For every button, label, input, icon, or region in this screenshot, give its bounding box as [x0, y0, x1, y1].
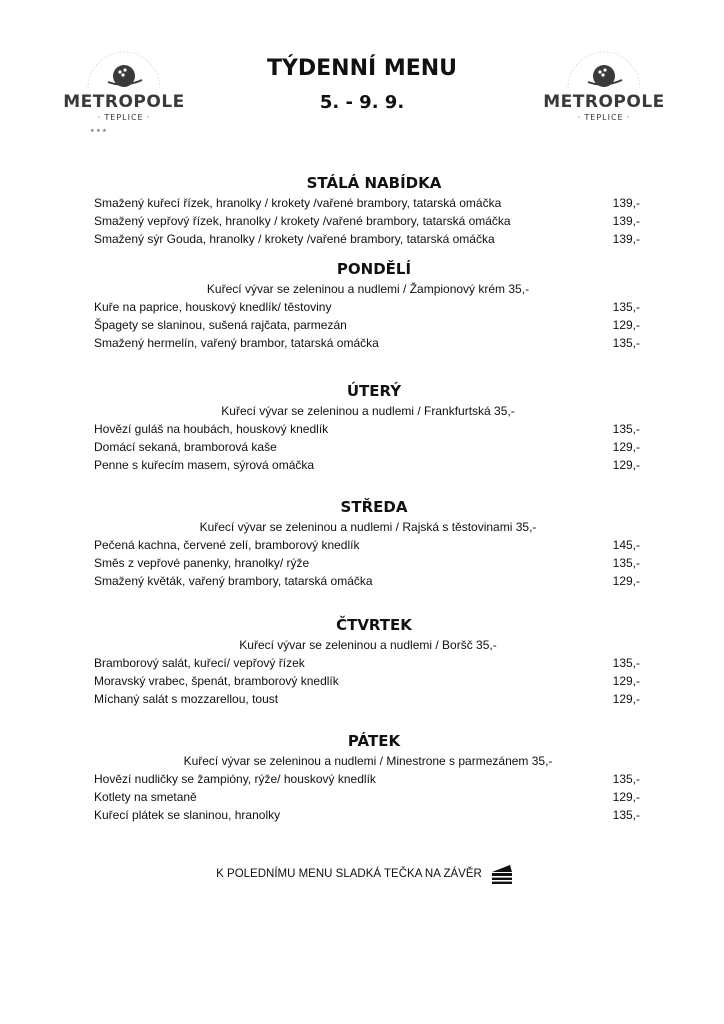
section-tuesday — [94, 380, 642, 474]
item-name: Míchaný salát s mozzarellou, toust — [94, 692, 279, 706]
soup-line: Kuřecí vývar se zeleninou a nudlemi / Minestrone s parmezánem 35,- — [183, 754, 553, 768]
item-name: Smažený květák, vařený brambory, tatarská omáčka — [94, 574, 373, 588]
menu-item — [94, 194, 642, 212]
item-name: Domácí sekaná, bramborová kaše — [94, 440, 277, 454]
soup-line: Kuřecí vývar se zeleninou a nudlemi / Rajská s těstovinami 35,- — [199, 520, 537, 534]
item-price: 135,- — [612, 772, 640, 786]
item-price: 145,- — [612, 538, 640, 552]
section-friday — [94, 730, 642, 824]
section-thursday — [94, 614, 642, 708]
menu-item — [94, 806, 642, 824]
item-name: Smažený vepřový řízek, hranolky / krokety /vařené brambory, tatarská omáčka — [94, 214, 511, 228]
menu-item — [94, 298, 642, 316]
section-wednesday — [94, 496, 642, 590]
item-name: Smažený kuřecí řízek, hranolky / krokety /vařené brambory, tatarská omáčka — [94, 196, 502, 210]
item-price: 135,- — [612, 300, 640, 314]
item-price: 129,- — [612, 440, 640, 454]
menu-item — [94, 770, 642, 788]
item-price: 135,- — [612, 422, 640, 436]
logo-city: · TEPLICE · — [97, 113, 151, 122]
menu-item — [94, 438, 642, 456]
logo-city: · TEPLICE · — [577, 113, 631, 122]
menu-item — [94, 316, 642, 334]
menu-item — [94, 788, 642, 806]
logo-name: METROPOLE — [543, 92, 665, 112]
item-name: Hovězí guláš na houbách, houskový knedlík — [94, 422, 329, 436]
page-title: TÝDENNÍ MENU — [266, 56, 458, 81]
item-price: 129,- — [612, 458, 640, 472]
logo-right — [540, 42, 668, 132]
menu-item — [94, 554, 642, 572]
item-price: 129,- — [612, 574, 640, 588]
menu-item — [94, 536, 642, 554]
item-price: 139,- — [612, 196, 640, 210]
item-price: 129,- — [612, 674, 640, 688]
menu-item — [94, 572, 642, 590]
item-name: Bramborový salát, kuřecí/ vepřový řízek — [94, 656, 305, 670]
menu-item — [94, 334, 642, 352]
item-price: 135,- — [612, 336, 640, 350]
logo-left — [60, 42, 188, 132]
section-title: STŘEDA — [340, 498, 408, 516]
section-title: PONDĚLÍ — [336, 260, 412, 278]
item-price: 135,- — [612, 556, 640, 570]
item-name: Penne s kuřecím masem, sýrová omáčka — [94, 458, 315, 472]
footer-note — [200, 860, 530, 888]
section-title: STÁLÁ NABÍDKA — [306, 174, 442, 192]
item-price: 135,- — [612, 656, 640, 670]
item-name: Kotlety na smetaně — [94, 790, 197, 804]
section-title: ČTVRTEK — [336, 616, 412, 634]
menu-item — [94, 420, 642, 438]
item-price: 129,- — [612, 318, 640, 332]
item-name: Špagety se slaninou, sušená rajčata, parmezán — [94, 318, 347, 332]
item-name: Směs z vepřové panenky, hranolky/ rýže — [94, 556, 310, 570]
svg-text:★ ★ ★: ★ ★ ★ — [90, 128, 107, 132]
item-name: Moravský vrabec, špenát, bramborový knedlík — [94, 674, 339, 688]
cake-slice-icon — [490, 863, 514, 885]
footer-text: K POLEDNÍMU MENU SLADKÁ TEČKA NA ZÁVĚR — [216, 868, 482, 880]
soup-line: Kuřecí vývar se zeleninou a nudlemi / Boršč 35,- — [239, 638, 497, 652]
menu-item — [94, 690, 642, 708]
menu-item — [94, 456, 642, 474]
item-name: Pečená kachna, červené zelí, bramborový knedlík — [94, 538, 360, 552]
item-name: Smažený sýr Gouda, hranolky / krokety /vařené brambory, tatarská omáčka — [94, 232, 495, 246]
item-name: Kuře na paprice, houskový knedlík/ těstoviny — [94, 300, 332, 314]
menu-item — [94, 230, 642, 248]
section-title: PÁTEK — [347, 732, 401, 750]
logo-name: METROPOLE — [63, 92, 185, 112]
item-price: 129,- — [612, 692, 640, 706]
item-name: Hovězí nudličky se žampióny, rýže/ houskový knedlík — [94, 772, 376, 786]
item-price: 139,- — [612, 214, 640, 228]
item-price: 135,- — [612, 808, 640, 822]
item-name: Smažený hermelín, vařený brambor, tatarská omáčka — [94, 336, 379, 350]
menu-item — [94, 654, 642, 672]
item-price: 129,- — [612, 790, 640, 804]
item-price: 139,- — [612, 232, 640, 246]
section-monday — [94, 258, 642, 352]
section-title: ÚTERÝ — [346, 382, 402, 400]
item-name: Kuřecí plátek se slaninou, hranolky — [94, 808, 281, 822]
menu-item — [94, 672, 642, 690]
menu-item — [94, 212, 642, 230]
soup-line: Kuřecí vývar se zeleninou a nudlemi / Frankfurtská 35,- — [221, 404, 515, 418]
menu-date: 5. - 9. 9. — [319, 92, 405, 113]
soup-line: Kuřecí vývar se zeleninou a nudlemi / Žampionový krém 35,- — [206, 282, 530, 296]
section-permanent-offer — [94, 172, 642, 248]
